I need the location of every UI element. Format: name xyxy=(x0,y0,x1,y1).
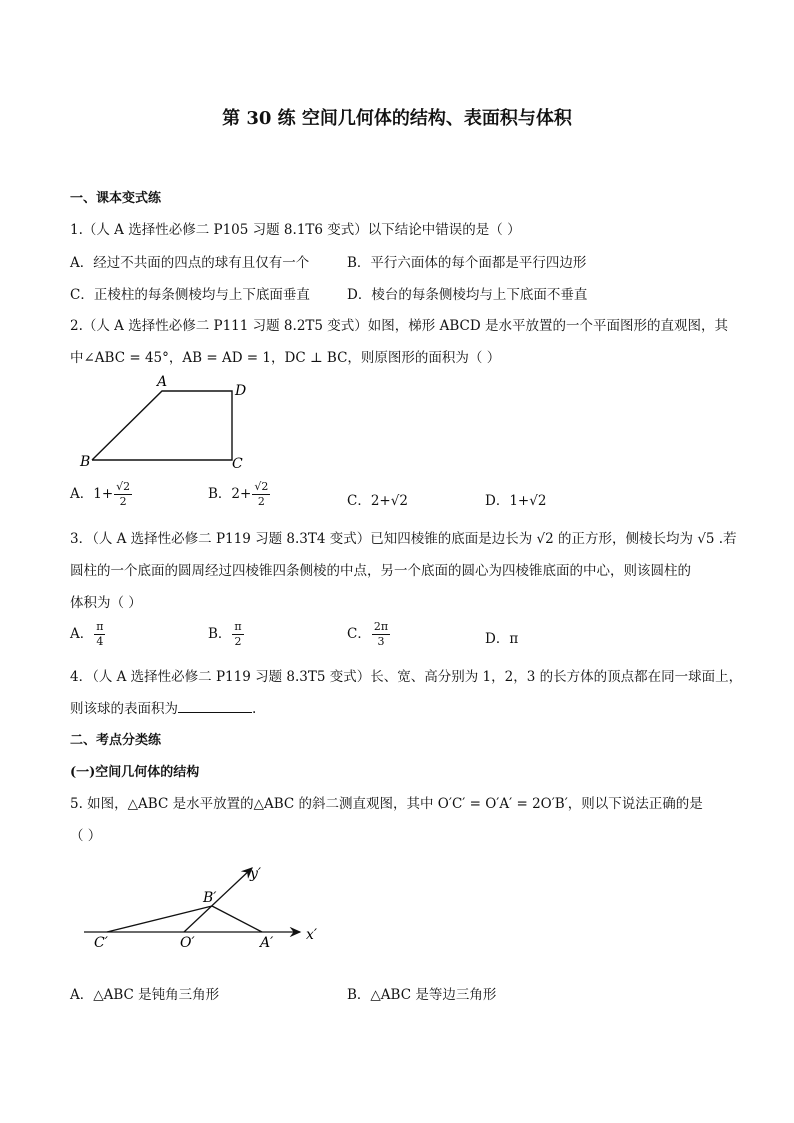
fraction-denominator: 2 xyxy=(119,495,127,508)
q3-stem-line2: 圆柱的一个底面的圆周经过四棱锥四条侧棱的中点，另一个底面的圆心为四棱锥底面的中心，则该圆柱的 xyxy=(70,563,691,579)
fraction-denominator: 4 xyxy=(96,635,104,648)
q5-option-a[interactable]: A．△ABC 是钝角三角形 xyxy=(70,987,220,1003)
subsection-heading-1: (一)空间几何体的结构 xyxy=(70,765,200,780)
q3-option-c-fraction xyxy=(372,620,390,649)
q4-answer-blank[interactable] xyxy=(178,700,252,713)
q3-option-c-prefix: C． xyxy=(347,626,371,642)
q3-option-a-prefix: A． xyxy=(70,626,94,642)
q3-option-a-fraction xyxy=(94,620,105,649)
label-x-prime: x′ xyxy=(306,927,318,943)
q3-option-b-fraction xyxy=(232,620,243,649)
fraction-denominator: 3 xyxy=(377,635,385,648)
q3-option-b-prefix: B． xyxy=(208,626,232,642)
q5-option-b[interactable]: B．△ABC 是等边三角形 xyxy=(347,987,497,1003)
q4-suffix: . xyxy=(252,701,257,717)
q2-stem-line1: 2.（人 A 选择性必修二 P111 习题 8.2T5 变式）如图，梯形 ABCD 是水平放置的一个平面图形的直观图，其 xyxy=(70,318,728,334)
segment-b-a xyxy=(212,906,262,932)
q1-option-a[interactable]: A．经过不共面的四点的球有且仅有一个 xyxy=(70,255,310,271)
q3-option-a[interactable] xyxy=(70,620,106,649)
page-title: 第 30 练 空间几何体的结构、表面积与体积 xyxy=(222,108,572,129)
fraction-denominator: 2 xyxy=(234,635,242,648)
q1-option-c[interactable]: C．正棱柱的每条侧棱均与上下底面垂直 xyxy=(70,287,310,303)
label-b-prime: B′ xyxy=(203,890,217,906)
q2-option-c[interactable]: C．2+√2 xyxy=(347,493,408,509)
q3-option-b[interactable] xyxy=(208,620,245,649)
section-heading-2: 二、考点分类练 xyxy=(70,733,162,748)
label-a-prime: A′ xyxy=(260,935,274,951)
q3-stem-line1: 3．（人 A 选择性必修二 P119 习题 8.3T4 变式）已知四棱锥的底面是边长为 √2 的正方形，侧棱长均为 √5 .若 xyxy=(70,531,737,547)
q2-option-a[interactable] xyxy=(70,480,133,509)
trapezoid-outline xyxy=(92,391,232,460)
label-c: C xyxy=(232,456,243,472)
q2-option-b-fraction xyxy=(252,480,270,509)
q3-stem-line3: 体积为（ ） xyxy=(70,595,142,611)
q5-stem-line2: （ ） xyxy=(70,828,102,844)
q2-option-a-fraction xyxy=(114,480,132,509)
segment-c-b xyxy=(107,906,212,932)
label-o-prime: O′ xyxy=(180,935,195,951)
fraction-numerator: π xyxy=(234,620,242,633)
fraction-numerator: √2 xyxy=(116,480,131,493)
fraction-numerator: π xyxy=(96,620,104,633)
label-a: A xyxy=(157,374,168,390)
q1-option-d[interactable]: D．棱台的每条侧棱均与上下底面不垂直 xyxy=(347,287,588,303)
q1-stem: 1.（人 A 选择性必修二 P105 习题 8.1T6 变式）以下结论中错误的是（ ） xyxy=(70,222,521,238)
fraction-denominator: 2 xyxy=(257,495,265,508)
section-heading-1: 一、课本变式练 xyxy=(70,191,162,206)
q3-option-c[interactable] xyxy=(347,620,391,649)
fraction-numerator: 2π xyxy=(373,620,389,633)
label-y-prime: y′ xyxy=(250,866,262,882)
q2-option-b-prefix: B．2+ xyxy=(208,486,252,502)
q2-option-b[interactable] xyxy=(208,480,271,509)
q2-trapezoid-figure xyxy=(72,370,262,475)
y-axis xyxy=(184,868,252,932)
q2-option-d[interactable]: D．1+√2 xyxy=(485,493,547,509)
q4-stem-line2 xyxy=(70,697,256,717)
q3-option-d[interactable]: D．π xyxy=(485,631,519,647)
q4-prefix: 则该球的表面积为 xyxy=(70,701,178,717)
label-b: B xyxy=(80,454,91,470)
q2-option-a-prefix: A．1+ xyxy=(70,486,114,502)
label-c-prime: C′ xyxy=(94,935,108,951)
q2-stem-line2: 中∠ABC = 45°，AB = AD = 1，DC ⊥ BC，则原图形的面积为（ ） xyxy=(70,350,501,366)
q4-stem-line1: 4．（人 A 选择性必修二 P119 习题 8.3T5 变式）长、宽、高分别为 1，2，3 的长方体的顶点都在同一球面上， xyxy=(70,669,743,685)
q1-option-b[interactable]: B．平行六面体的每个面都是平行四边形 xyxy=(347,255,587,271)
q5-stem-line1: 5. 如图，△ABC 是水平放置的△ABC 的斜二测直观图，其中 O′C′ = O′A′ = 2O′B′，则以下说法正确的是 xyxy=(70,796,703,812)
fraction-numerator: √2 xyxy=(254,480,269,493)
q5-oblique-figure xyxy=(72,858,332,958)
label-d: D xyxy=(235,383,247,399)
